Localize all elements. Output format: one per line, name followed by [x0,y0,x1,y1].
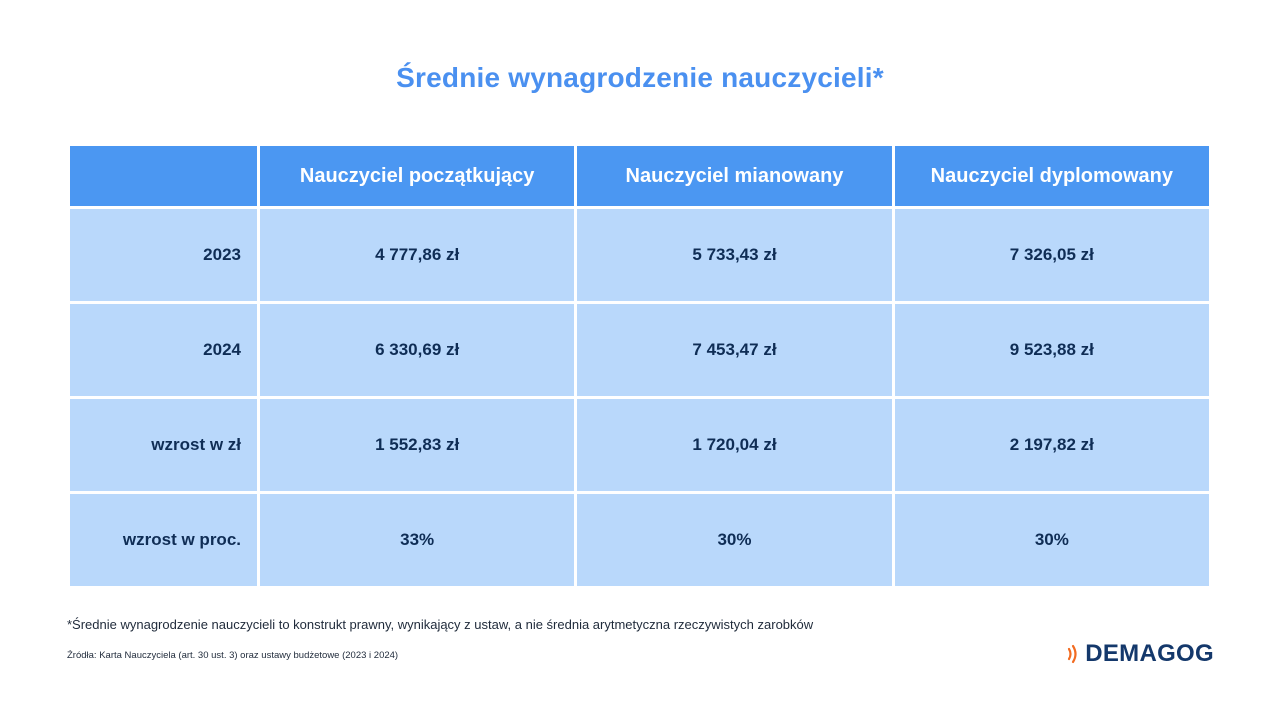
demagog-logo [1067,640,1214,668]
table-cell: 33% [259,493,576,588]
signal-waves-icon [1067,643,1081,665]
row-label: wzrost w zł [69,398,259,493]
page-title: Średnie wynagrodzenie nauczycieli* [396,62,884,93]
table-row [69,208,1211,303]
row-label: 2023 [69,208,259,303]
salary-table [67,143,1212,589]
header-empty-cell [69,145,259,208]
table-cell: 2 197,82 zł [893,398,1210,493]
table-cell: 1 552,83 zł [259,398,576,493]
source-note: Źródła: Karta Nauczyciela (art. 30 ust. 3) oraz ustawy budżetowe (2023 i 2024) [67,650,399,661]
footnote: *Średnie wynagrodzenie nauczycieli to konstrukt prawny, wynikający z ustaw, a nie średnia arytmetyczna rzeczywistych zarobków [67,617,814,632]
header-nauczyciel-poczatkujacy: Nauczyciel początkujący [259,145,576,208]
table-cell: 4 777,86 zł [259,208,576,303]
logo-text: DEMAGOG [1085,640,1214,667]
table-cell: 1 720,04 zł [576,398,893,493]
table-cell: 7 326,05 zł [893,208,1210,303]
header-nauczyciel-dyplomowany: Nauczyciel dyplomowany [893,145,1210,208]
table-cell: 7 453,47 zł [576,303,893,398]
table-row [69,303,1211,398]
row-label: 2024 [69,303,259,398]
table-cell: 30% [893,493,1210,588]
table-row [69,398,1211,493]
table-cell: 9 523,88 zł [893,303,1210,398]
row-label: wzrost w proc. [69,493,259,588]
table-cell: 30% [576,493,893,588]
header-nauczyciel-mianowany: Nauczyciel mianowany [576,145,893,208]
table-header-row [69,145,1211,208]
table-cell: 5 733,43 zł [576,208,893,303]
table-cell: 6 330,69 zł [259,303,576,398]
table-row [69,493,1211,588]
